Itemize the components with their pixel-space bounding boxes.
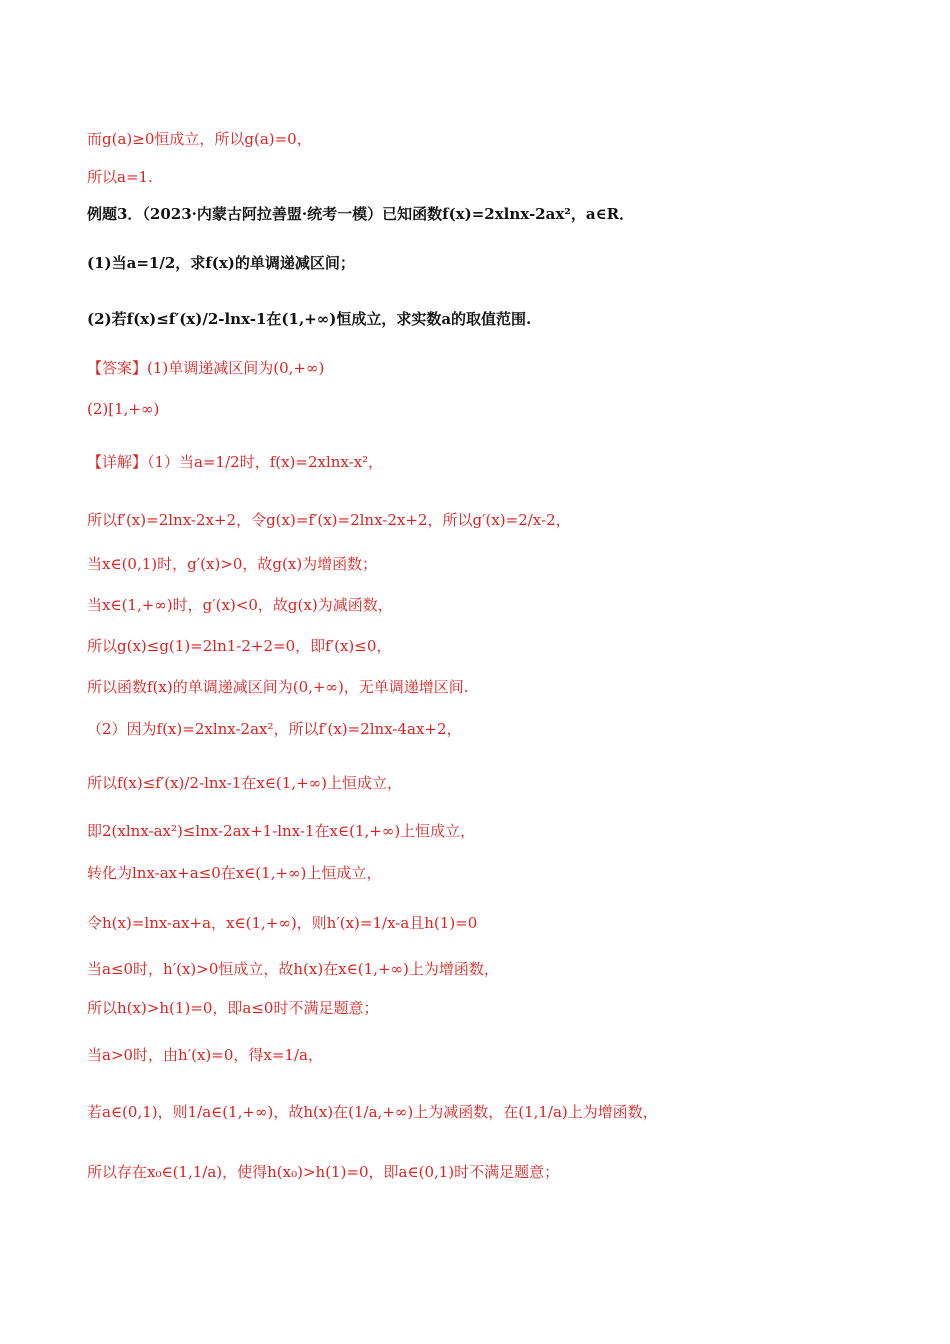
question-part-1: (1)当a=1/2，求f(x)的单调递减区间； [87,254,355,272]
solution-line: 令h(x)=lnx-ax+a，x∈(1,+∞)，则h′(x)=1/x-a且h(1)=0 [87,914,478,932]
answer-line: 【答案】(1)单调递减区间为(0,+∞) [87,359,325,377]
solution-line: 所以h(x)>h(1)=0，即a≤0时不满足题意； [87,999,379,1017]
solution-line: 当a≤0时，h′(x)>0恒成立，故h(x)在x∈(1,+∞)上为增函数， [87,960,499,978]
text-line: 而g(a)≥0恒成立，所以g(a)=0， [87,130,312,148]
solution-line: 当x∈(0,1)时，g′(x)>0，故g(x)为增函数； [87,555,378,573]
solution-line: 若a∈(0,1)，则1/a∈(1,+∞)，故h(x)在(1/a,+∞)上为减函数，在(1,1/a)上为增函数， [87,1103,658,1121]
solution-line: 所以存在x₀∈(1,1/a)，使得h(x₀)>h(1)=0，即a∈(0,1)时不满足题意； [87,1163,560,1181]
solution-line: 所以函数f(x)的单调递减区间为(0,+∞)，无单调递增区间. [87,678,469,696]
solution-line: 所以g(x)≤g(1)=2ln1-2+2=0，即f′(x)≤0， [87,637,392,655]
text-line: 所以a=1. [87,168,153,186]
solution-line: 当x∈(1,+∞)时，g′(x)<0，故g(x)为减函数， [87,596,393,614]
example-heading: 例题3．（2023·内蒙古阿拉善盟·统考一模）已知函数f(x)=2xlnx-2ax²，a∈R． [87,205,635,223]
solution-line: 当a>0时，由h′(x)=0，得x=1/a， [87,1046,323,1064]
answer-line: (2)[1,+∞) [87,400,160,418]
solution-line: 转化为lnx-ax+a≤0在x∈(1,+∞)上恒成立， [87,864,382,882]
solution-line: 即2(xlnx-ax²)≤lnx-2ax+1-lnx-1在x∈(1,+∞)上恒成立， [87,822,476,840]
question-part-2: (2)若f(x)≤f′(x)/2-lnx-1在(1,+∞)恒成立，求实数a的取值范围. [87,310,532,328]
solution-line: 所以f′(x)=2lnx-2x+2，令g(x)=f′(x)=2lnx-2x+2，所以g′(x)=2/x-2， [87,511,571,529]
solution-line: （2）因为f(x)=2xlnx-2ax²，所以f′(x)=2lnx-4ax+2， [87,720,462,738]
solution-line: 所以f(x)≤f′(x)/2-lnx-1在x∈(1,+∞)上恒成立， [87,774,402,792]
solution-line: 【详解】（1）当a=1/2时，f(x)=2xlnx-x²， [87,453,384,471]
